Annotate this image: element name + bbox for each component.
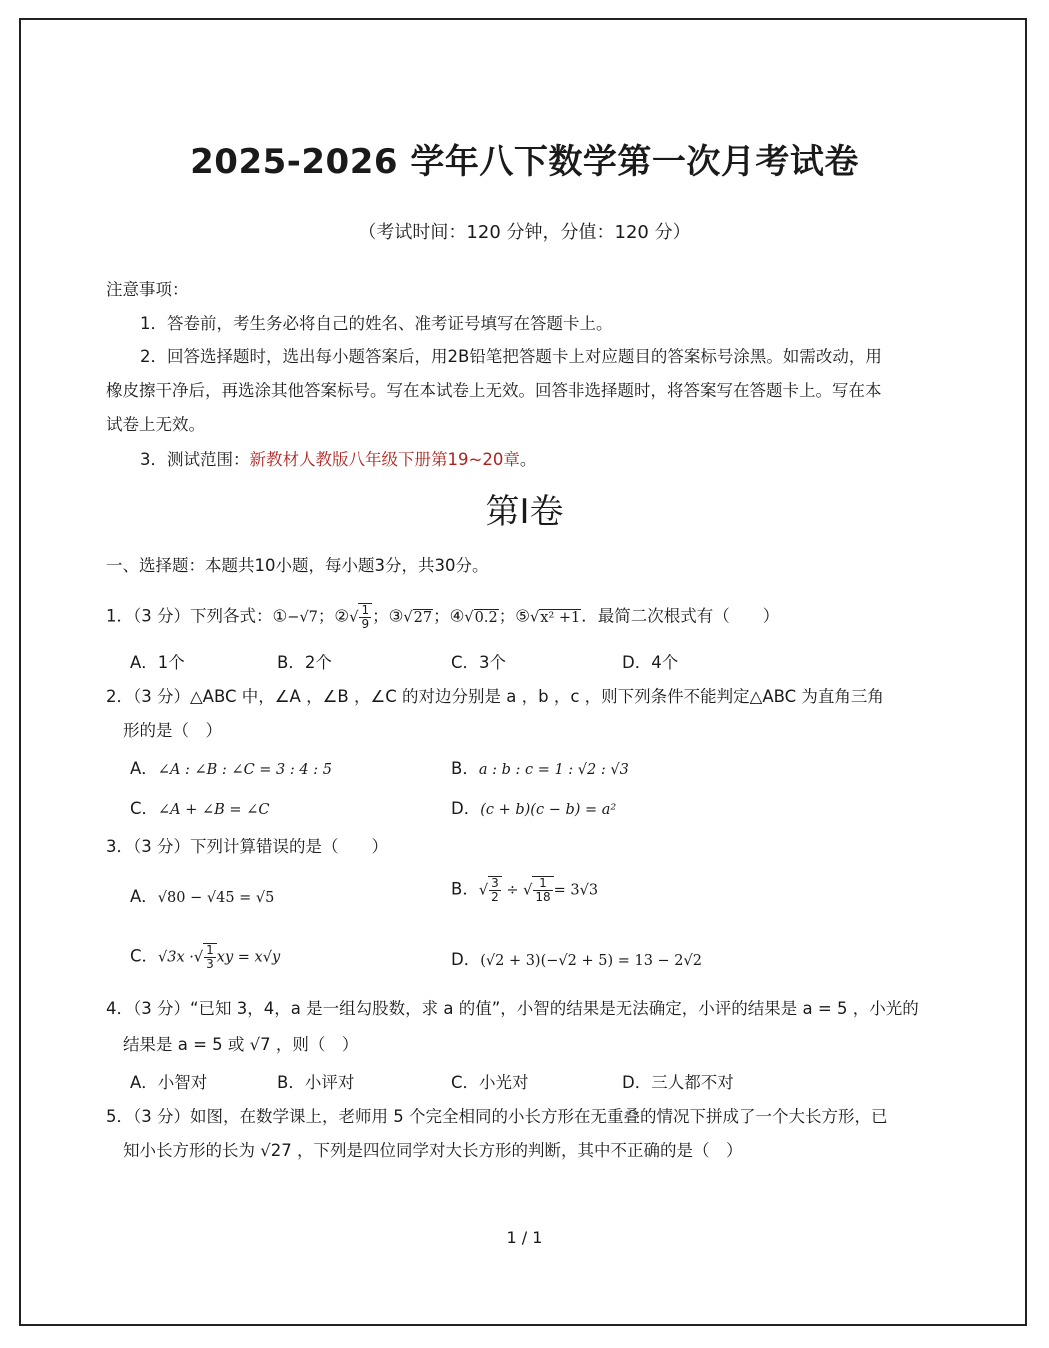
q2-option-a: A．∠A : ∠B : ∠C = 3 : 4 : 5 xyxy=(130,759,332,778)
q1-option-b: B．2个 xyxy=(277,653,332,672)
note-3-suffix: 。 xyxy=(519,450,537,469)
note-1: 1．答卷前，考生务必将自己的姓名、准考证号填写在答题卡上。 xyxy=(140,314,613,333)
exam-title: 2025-2026 学年八下数学第一次月考试卷 xyxy=(190,142,859,182)
q1-sep3: ；④ xyxy=(433,606,465,626)
q5-stem-line1: 5．（3 分）如图，在数学课上，老师用 5 个完全相同的小长方形在无重叠的情况下拼成了一个大长方形，已 xyxy=(106,1107,888,1126)
q4-option-c: C．小光对 xyxy=(451,1073,529,1092)
q1-sep1: ；② xyxy=(317,606,350,626)
q1-sep2: ；③ xyxy=(372,606,404,626)
exam-subtitle: （考试时间：120 分钟，分值：120 分） xyxy=(358,222,691,243)
q1-option-c: C．3个 xyxy=(451,653,507,672)
note-2-line2: 橡皮擦干净后，再选涂其他答案标号。写在本试卷上无效。回答非选择题时，将答案写在答题卡上。写在本 xyxy=(106,381,882,400)
note-3 xyxy=(140,449,536,471)
q4-option-b: B．小评对 xyxy=(277,1073,355,1092)
note-2-line3: 试卷上无效。 xyxy=(106,415,205,434)
q3-option-a: A．√80 − √45 = √5 xyxy=(130,887,275,906)
q5-stem-line2: 知小长方形的长为 √27 ，下列是四位同学对大长方形的判断，其中不正确的是（ ） xyxy=(123,1141,743,1160)
q3-option-c: C．√3x ·√ $\frac{1}{3}$ xy = x√y xyxy=(130,943,281,971)
q1-option-d: D．4个 xyxy=(622,653,679,672)
note-3-scope: 新教材人教版八年级下册第19~20章 xyxy=(249,450,520,469)
q1-item5: x² +1 xyxy=(540,609,581,626)
q2-option-c: C．∠A + ∠B = ∠C xyxy=(130,799,270,818)
note-3-prefix: 3．测试范围： xyxy=(140,450,250,469)
note-2-line1: 2．回答选择题时，选出每小题答案后，用2B铅笔把答题卡上对应题目的答案标号涂黑。如需改动，用 xyxy=(140,347,882,366)
q2-option-d: D．(c + b)(c − b) = a² xyxy=(451,799,617,818)
q3-option-d: D．(√2 + 3)(−√2 + 5) = 13 − 2√2 xyxy=(451,950,702,969)
q2-stem-line2: 形的是（ ） xyxy=(123,721,222,740)
q4-option-d: D．三人都不对 xyxy=(622,1073,734,1092)
q1-item3: 27 xyxy=(413,609,433,626)
q1-item4: 0.2 xyxy=(474,609,498,626)
q1-sep4: ；⑤ xyxy=(498,606,531,626)
q4-stem-line1: 4．（3 分）“已知 3，4，a 是一组勾股数，求 a 的值”，小智的结果是无法确定，小评的结果是 a = 5 ，小光的 xyxy=(106,999,919,1018)
q1-stem: 1．（3 分）下列各式：①−√7；②√ $\frac{1}{9}$ ；③√27；④√0.2；⑤√x² +1．最简二次根式有（ ） xyxy=(106,603,780,631)
q1-stem-start: 1．（3 分）下列各式：① xyxy=(106,606,288,626)
q2-stem-line1: 2．（3 分）△ABC 中，∠A ，∠B ，∠C 的对边分别是 a ，b ，c ，则下列条件不能判定△ABC 为直角三角 xyxy=(106,687,884,706)
q4-stem-line2: 结果是 a = 5 或 √7 ，则（ ） xyxy=(123,1035,359,1054)
volume-heading: 第Ⅰ卷 xyxy=(485,492,564,532)
q1-item1: −√7 xyxy=(287,609,318,626)
q1-stem-end: ．最简二次根式有（ ） xyxy=(581,606,780,626)
q3-option-b: B．√ $\frac{3}{2}$ ÷ √ $\frac{1}{18}$ = 3√3 xyxy=(451,876,599,904)
q2-option-b: B．a : b : c = 1 : √2 : √3 xyxy=(451,759,629,778)
q4-option-a: A．小智对 xyxy=(130,1073,208,1092)
q1-option-a: A．1个 xyxy=(130,653,185,672)
q3-stem: 3．（3 分）下列计算错误的是（ ） xyxy=(106,837,388,856)
q1-item2-fraction: $\frac{1}{9}$ xyxy=(358,603,372,631)
notes-heading: 注意事项： xyxy=(106,280,189,299)
part1-heading: 一、选择题：本题共10小题，每小题3分，共30分。 xyxy=(106,556,489,575)
page-number: 1 / 1 xyxy=(506,1228,543,1247)
